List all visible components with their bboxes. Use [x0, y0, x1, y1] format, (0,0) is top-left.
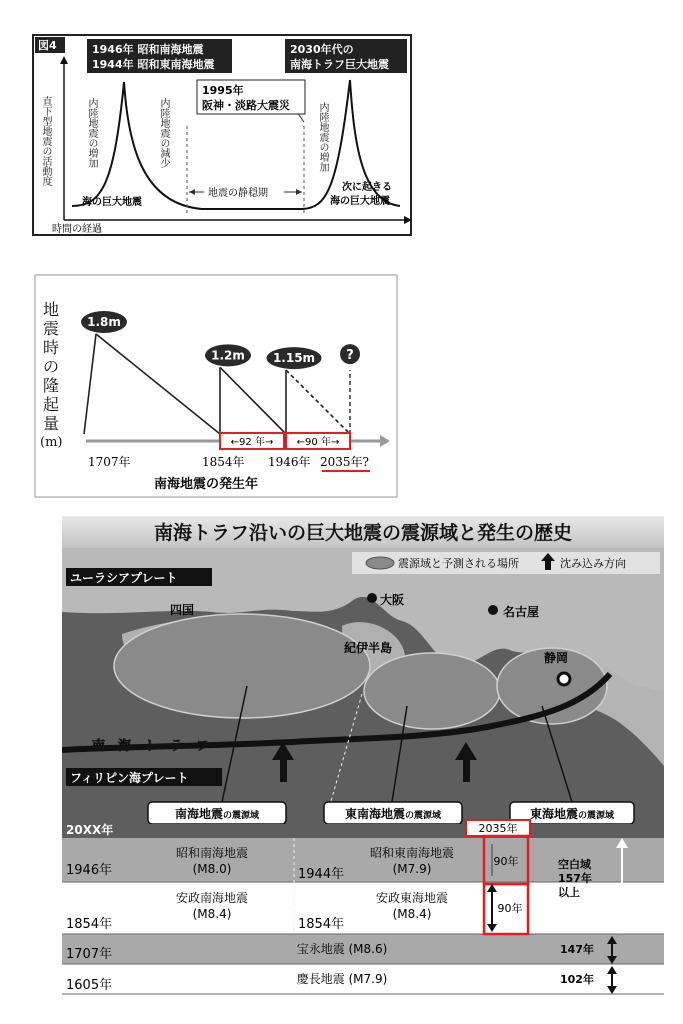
row-name: 慶長地震 (M7.9)	[296, 972, 388, 986]
nagoya-marker	[488, 605, 498, 615]
y-axis-label: 直下型地震の活動度	[40, 96, 51, 186]
row-name: 昭和南海地震	[175, 846, 249, 860]
osaka-marker	[367, 593, 377, 603]
fall-label: 内陸地震の減少	[158, 98, 169, 168]
nankai-map-svg	[62, 516, 664, 998]
chart-y-label	[40, 300, 62, 452]
quiet-period-label: 地震の静穏期	[208, 188, 268, 199]
row-mag: (M8.4)	[192, 907, 232, 921]
legend-arrow-label: 沈み込み方向	[560, 557, 626, 570]
peak1-label-1: 1946年 昭和南海地震	[92, 43, 204, 56]
year-1854: 1854年	[202, 455, 245, 469]
uplift-chart	[34, 274, 398, 498]
row-year: 1854年	[298, 917, 345, 932]
ylabel-char: 地	[42, 300, 59, 319]
zone-nankai-label: 南海地震の震源域	[174, 807, 260, 821]
gap-102: 102年	[560, 973, 594, 986]
year-1707: 1707年	[88, 455, 131, 469]
peak2-label-2: 南海トラフ巨大地震	[290, 58, 389, 71]
year-1946: 1946年	[268, 455, 311, 469]
row-year: 1707年	[66, 947, 113, 962]
uplift-chart-svg	[34, 274, 398, 498]
row-year: 1854年	[66, 917, 113, 932]
osaka-label: 大阪	[380, 593, 405, 607]
figure-tag: 図4	[38, 39, 57, 52]
blank-zone-1: 空白域	[558, 858, 591, 871]
ylabel-char: 量	[42, 414, 59, 433]
next-eq-label-2: 海の巨大地震	[330, 196, 390, 207]
x-axis-label: 時間の経過	[52, 224, 102, 235]
row-year: 1944年	[298, 867, 345, 882]
blank-zone-3: 以上	[558, 886, 580, 899]
ylabel-char: 時	[42, 338, 59, 357]
ylabel-char: (m)	[40, 435, 63, 450]
shizuoka-marker	[558, 673, 570, 685]
philippine-plate-label: フィリピン海プレート	[70, 771, 189, 785]
zone-tonankai	[364, 653, 500, 729]
gap-90-upper: 90年	[493, 855, 519, 868]
rise-label-1: 内陸地震の増加	[86, 98, 97, 168]
big-eq-label: 海の巨大地震	[82, 197, 142, 208]
gap-92-label: ←92 年→	[230, 437, 274, 448]
nankai-history-figure	[62, 516, 664, 998]
uplift-badge-label: 1.15m	[272, 351, 316, 366]
rise-label-2: 内陸地震の増加	[317, 102, 328, 172]
next-eq-label-1: 次に起きる	[342, 182, 392, 193]
row-name: 安政東海地震	[375, 891, 449, 905]
row-mag: (M8.0)	[192, 862, 232, 876]
shikoku-label: 四国	[170, 603, 195, 617]
row-name: 安政南海地震	[175, 891, 249, 905]
eurasia-plate-label: ユーラシアプレート	[70, 571, 178, 585]
zone-tokai-label: 東海地震の震源域	[529, 807, 615, 821]
trough-label: 南 海 ト ラ フ	[92, 739, 210, 754]
row-year: 1605年	[66, 978, 113, 993]
legend-area-label: 震源域と予測される場所	[398, 557, 519, 570]
gap-90-label: ←90 年→	[296, 437, 340, 448]
hanshin-label-1: 1995年	[202, 84, 244, 97]
ylabel-char: 起	[42, 395, 59, 414]
zone-tonankai-label: 東南海地震の震源域	[344, 807, 442, 821]
hanshin-label-2: 阪神・淡路大震災	[202, 99, 290, 112]
uplift-badge-label: 1.2m	[211, 348, 245, 363]
ylabel-char: 隆	[42, 376, 59, 395]
gap-90-lower: 90年	[497, 902, 523, 915]
nagoya-label: 名古屋	[503, 605, 540, 619]
peak1-label-2: 1944年 昭和東南海地震	[92, 58, 215, 71]
blank-zone-2: 157年	[558, 872, 592, 885]
row-mag: (M7.9)	[392, 862, 432, 876]
label-20xx: 20XX年	[66, 823, 114, 837]
uplift-badge-label: 1.8m	[87, 315, 121, 329]
zone-nankai	[114, 614, 370, 718]
row-mag: (M8.4)	[392, 907, 432, 921]
box-2035-label: 2035年	[478, 822, 518, 835]
row-name: 宝永地震 (M8.6)	[296, 942, 388, 956]
figure-title: 南海トラフ沿いの巨大地震の震源域と発生の歴史	[153, 522, 573, 544]
chart-x-label: 南海地震の発生年	[154, 477, 259, 492]
shizuoka-label: 静岡	[544, 651, 569, 665]
ylabel-char: の	[42, 357, 59, 376]
kii-label: 紀伊半島	[344, 641, 393, 655]
gap-147: 147年	[560, 943, 594, 956]
year-2035: 2035年?	[320, 455, 369, 469]
question-badge-label: ?	[346, 348, 354, 364]
row-year: 1946年	[66, 863, 113, 878]
ylabel-char: 震	[42, 319, 59, 338]
figure-4	[32, 34, 412, 236]
row-name: 昭和東南海地震	[369, 846, 455, 860]
peak2-label-1: 2030年代の	[290, 43, 354, 56]
